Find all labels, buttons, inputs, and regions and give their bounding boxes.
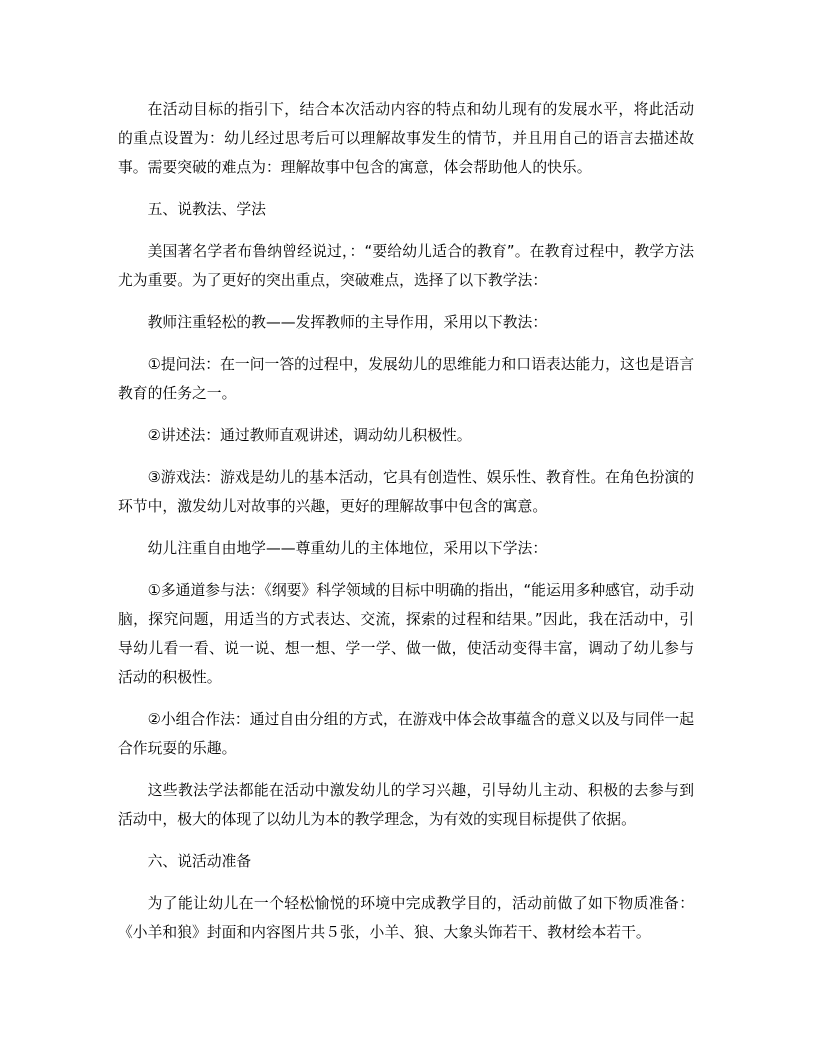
paragraph-spacer <box>118 295 694 308</box>
paragraph-spacer <box>118 692 694 705</box>
paragraph-spacer <box>118 763 694 776</box>
paragraph-spacer <box>118 408 694 421</box>
paragraph-game-method: ③游戏法：游戏是幼儿的基本活动，它具有创造性、娱乐性、教育性。在角色扮演的环节中，激发幼儿对故事的兴趣，更好的理解故事中包含的寓意。 <box>118 469 694 515</box>
paragraph-spacer <box>118 563 694 576</box>
paragraph-questioning-method: ①提问法：在一问一答的过程中，发展幼儿的思维能力和口语表达能力，这也是语言教育的任务之一。 <box>118 356 694 402</box>
paragraph-learning-methods-intro: 幼儿注重自由地学——尊重幼儿的主体地位，采用以下学法： <box>147 540 548 557</box>
paragraph-spacer <box>118 337 694 350</box>
paragraph-spacer <box>118 182 694 195</box>
paragraph-methods-summary: 这些教法学法都能在活动中激发幼儿的学习兴趣，引导幼儿主动、积极的去参与到活动中，极大的体现了以幼儿为本的教学理念，为有效的实现目标提供了依据。 <box>118 782 694 828</box>
section-heading-preparation: 六、说活动准备 <box>147 853 252 870</box>
paragraph-materials-preparation: 为了能让幼儿在一个轻松愉悦的环境中完成教学目的，活动前做了如下物质准备：《小羊和狼》封面和内容图片共５张，小羊、狼、大象头饰若干、教材绘本若干。 <box>118 895 694 941</box>
paragraph-spacer <box>118 521 694 534</box>
paragraph-spacer <box>118 450 694 463</box>
paragraph-bruner-quote: 美国著名学者布鲁纳曾经说过，：“要给幼儿适合的教育”。在教育过程中，教学方法尤为重要。为了更好的突出重点，突破难点，选择了以下教学法： <box>118 243 694 289</box>
paragraph-key-points: 在活动目标的指引下，结合本次活动内容的特点和幼儿现有的发展水平，将此活动的重点设置为：幼儿经过思考后可以理解故事发生的情节，并且用自己的语言去描述故事。需要突破的难点为：理解故事中包含的寓意，体会帮助他人的快乐。 <box>118 101 694 176</box>
paragraph-narration-method: ②讲述法：通过教师直观讲述，调动幼儿积极性。 <box>147 427 472 444</box>
paragraph-spacer <box>118 224 694 237</box>
paragraph-multichannel-method: ①多通道参与法：《纲要》科学领域的目标中明确的指出，“能运用多种感官，动手动脑，探究问题，用适当的方式表达、交流，探索的过程和结果。”因此，我在活动中，引导幼儿看一看、说一说、想一想、学一学、做一做，使活动变得丰富，调动了幼儿参与活动的积极性。 <box>118 582 694 686</box>
paragraph-group-cooperation-method: ②小组合作法：通过自由分组的方式，在游戏中体会故事蕴含的意义以及与同伴一起合作玩耍的乐趣。 <box>118 711 694 757</box>
section-heading-methods: 五、说教法、学法 <box>147 201 266 218</box>
paragraph-teaching-methods-intro: 教师注重轻松的教——发挥教师的主导作用，采用以下教法： <box>147 314 548 331</box>
paragraph-spacer <box>118 876 694 889</box>
document-body <box>118 95 694 947</box>
paragraph-spacer <box>118 834 694 847</box>
